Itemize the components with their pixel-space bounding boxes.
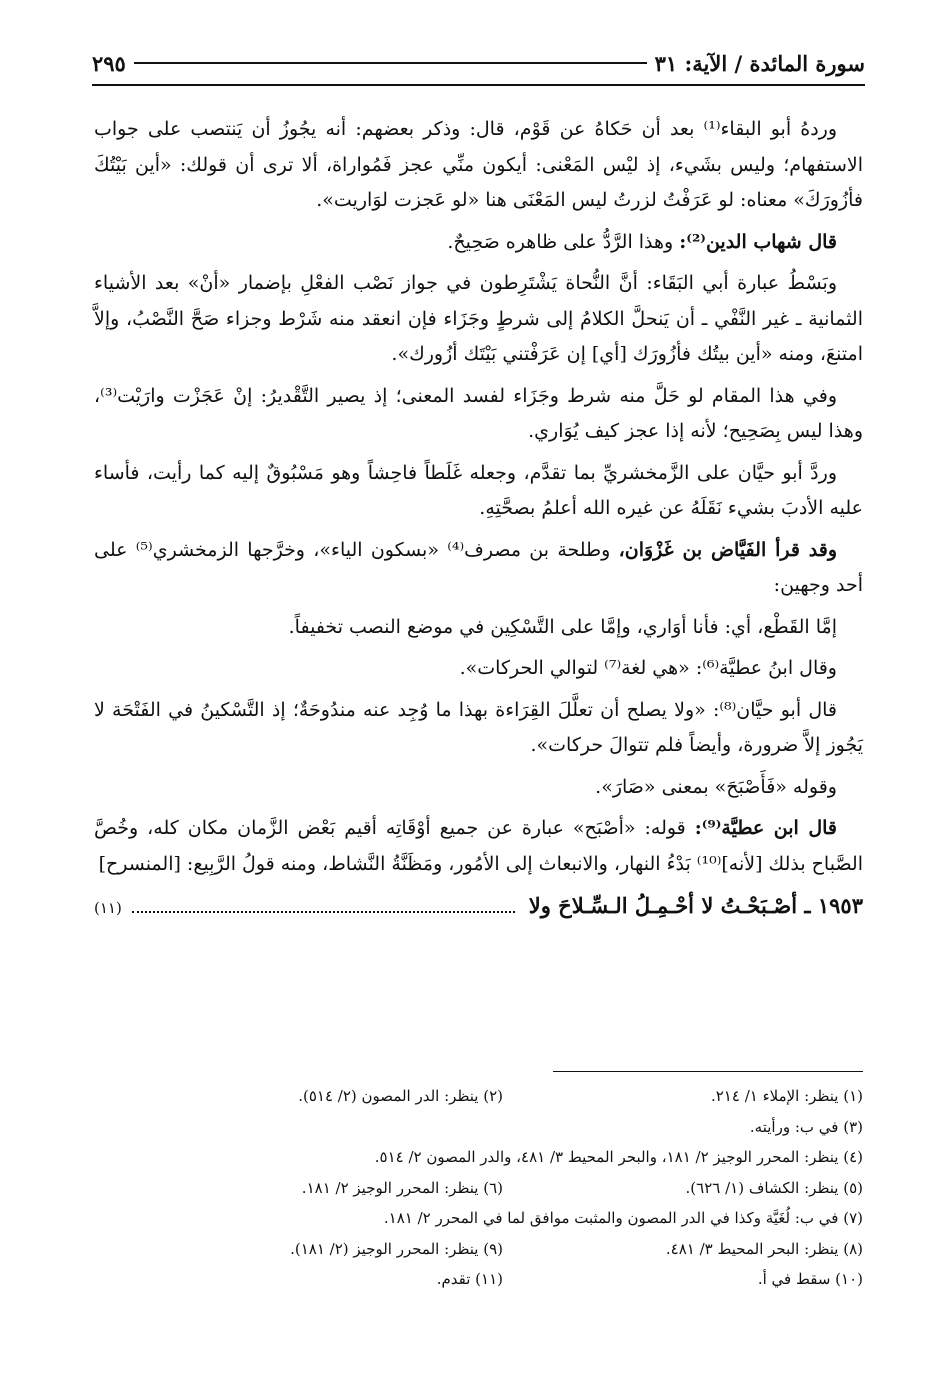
- footnote: (٥) ينظر: الكشاف (١/ ٦٢٦).: [685, 1178, 863, 1197]
- footnote: (٢) ينظر: الدر المصون (٢/ ٥١٤).: [298, 1087, 503, 1105]
- paragraph: وردَّ أبو حيَّان على الزَّمخشريِّ بما تقدَّم، وجعله غَلَطاً فاحِشاً وهو مَسْبُوقٌ إليه كما رأيت، فأساء عليه الأدبَ بشيء نَقَلَهُ عن غيره الله أعلمُ بصحَّتِهِ.: [94, 461, 863, 519]
- footnote: (٦) ينظر: المحرر الوجيز ٢/ ١٨١.: [301, 1178, 503, 1197]
- surah-title: سورة المائدة / الآية: ٣١: [654, 50, 865, 76]
- footnote: (١٠) سقط في أ.: [757, 1270, 863, 1288]
- page-number: ٢٩٥: [92, 50, 126, 76]
- verse-footnote-ref: (١١): [94, 899, 122, 917]
- speaker-label: قال شهاب الدين⁽²⁾:: [679, 230, 837, 253]
- paragraph: وقد قرأ الفَيَّاض بن غَزْوَان، وطلحة بن مصرف⁽⁴⁾ «بسكون الياء»، وخرَّجها الزمخشري⁽⁵⁾ على أحد وجهين:: [94, 538, 863, 596]
- paragraph: قال أبو حيَّان⁽⁸⁾: «ولا يصلح أن تعلَّلَ القِرَاءة بهذا ما وُجِد عنه مندُوحَةٌ؛ إذ التَّسْكينُ في الفَتْحَة لا يَجُوز إلاَّ ضرورة، وأيضاً فلم تتوالَ حركات».: [94, 698, 863, 756]
- paragraph: وقال ابنُ عطيَّة⁽⁶⁾: «هي لغة⁽⁷⁾ لتوالي الحركات».: [459, 657, 837, 679]
- running-header: [92, 46, 865, 80]
- verse-text: ١٩٥٣ ـ أصْـبَحْـتُ لا أحْـمِـلُ الـسِّـلاحَ ولا: [528, 893, 863, 918]
- footnote: (٩) ينظر: المحرر الوجيز (٢/ ١٨١).: [290, 1239, 503, 1258]
- main-text: [94, 112, 863, 927]
- footnote: (٨) ينظر: البحر المحيط ٣/ ٤٨١.: [665, 1239, 863, 1258]
- footnote: (٣) في ب: ورأيته.: [749, 1117, 863, 1136]
- speaker-label: قال ابن عطيَّة⁽⁹⁾:: [694, 817, 837, 839]
- header-rule: [92, 84, 865, 86]
- poetry-verse: [94, 888, 863, 927]
- footnote: (٤) ينظر: المحرر الوجيز ٢/ ١٨١، والبحر المحيط ٣/ ٤٨١، والدر المصون ٢/ ٥١٤.: [374, 1148, 863, 1166]
- paragraph: قال شهاب الدين⁽²⁾: وهذا الرَّدُّ على ظاهره صَحِيحٌ.: [447, 230, 837, 253]
- footnote: (٧) في ب: لُغَيَّة وكذا في الدر المصون والمثبت موافق لما في المحرر ٢/ ١٨١.: [383, 1209, 863, 1227]
- footnotes: [94, 1081, 863, 1295]
- paragraph: وفي هذا المقام لو حَلَّ منه شرط وجَزَاء لفسد المعنى؛ إذ يصير التَّقْديرُ: إنْ عَجَزْت وارَيْت⁽³⁾، وهذا ليس بِصَحِيح؛ لأنه إذا عجز كيف يُوَاري.: [94, 384, 863, 442]
- reading-label: وقد قرأ الفَيَّاض بن غَزْوَان،: [618, 538, 838, 561]
- paragraph: وبَسْطُ عبارة أبي البَقَاء: أنَّ النُّحاة يَشْتَرِطون في جواز نَصْب الفعْلِ بإضمار «أنْ» بعد الأشياء الثمانية ـ غير النَّفْي ـ أن يَنحلَّ الكلامُ إلى شرطٍ وجَزَاء فإن انعقد منه شَرْط وجزاء صَحَّ النَّصْبُ، وإلاَّ امتنعَ، ومنه «أين بيتُك فأزُورَك [أي] إن عَرَفْتني بَيْتَك أزُورك».: [94, 272, 863, 365]
- footnote: (١١) تقدم.: [436, 1270, 503, 1288]
- verse-dots: [132, 911, 515, 913]
- header-fill-line: [134, 62, 647, 64]
- paragraph: وقوله «فَأَصْبَحَ» بمعنى «صَارَ».: [595, 775, 837, 798]
- paragraph: وردهُ أبو البقاء⁽¹⁾ بعد أن حَكاهُ عن قَوْم، قال: وذكر بعضهم: أنه يجُوزُ أن يَنتصب على جواب الاستفهام؛ وليس بشَيء، إذ ليْس المَعْنى: أيكون منِّي عجز فَمُواراة، ألا ترى أن قولك: «أين بَيْتُكَ فأزُورَكَ» معناه: لو عَرَفْتُ لزرتُ ليس المَعْنَى هنا «لو عَجزت لوَاريت».: [94, 118, 863, 211]
- footnote-rule: [553, 1071, 863, 1072]
- footnote: (١) ينظر: الإملاء ١/ ٢١٤.: [710, 1087, 863, 1105]
- paragraph: إمَّا القَطْع، أي: فأنا أوَاري، وإمَّا على التَّسْكِين في موضع النصب تخفيفاً.: [288, 615, 837, 638]
- paragraph: قال ابن عطيَّة⁽⁹⁾: قوله: «أصْبَح» عبارة عن جميع أوْقَاتِه أقيم بَعْض الزَّمان مكان كله، وخُصَّ الصَّباح بذلك [لأنه]⁽¹⁰⁾ بَدْءُ النهار، والانبعاث إلى الأمُور، ومَظَنَّةُ النَّشاط، ومنه قولُ الرَّبِيع: [المنسرح]: [94, 817, 863, 875]
